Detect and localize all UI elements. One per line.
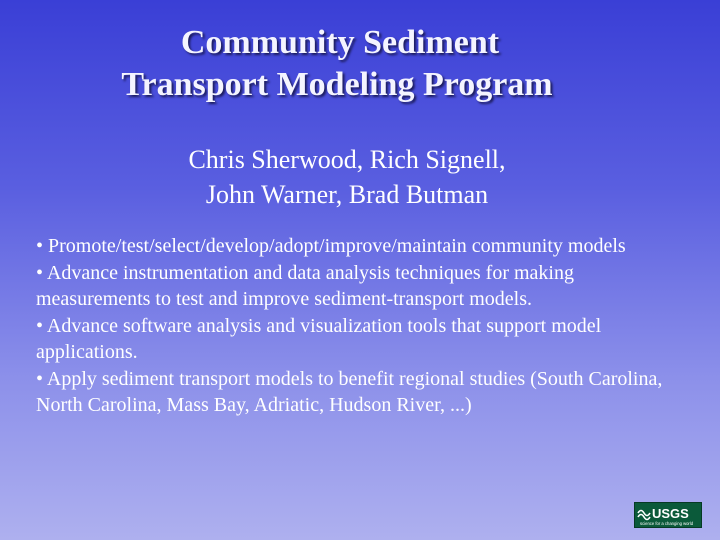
slide-title <box>0 22 720 106</box>
author-line-2: John Warner, Brad Butman <box>205 180 489 209</box>
bullet-item: • Advance instrumentation and data analysis techniques for making measurements to test and improve sediment-transport models. <box>36 261 574 310</box>
usgs-logo-tagline: science for a changing world <box>640 521 694 526</box>
usgs-logo-text: USGS <box>652 506 689 521</box>
author-list <box>0 142 694 212</box>
title-line-2: Transport Modeling Program <box>121 66 553 103</box>
bullet-list <box>36 233 686 419</box>
title-line-1: Community Sediment <box>180 24 500 61</box>
bullet-item: • Apply sediment transport models to benefit regional studies (South Carolina, North Carolina, Mass Bay, Adriatic, Hudson River, ...) <box>36 367 663 416</box>
usgs-logo <box>634 502 702 528</box>
bullet-item: • Advance software analysis and visualization tools that support model applications. <box>36 314 602 363</box>
usgs-logo-icon <box>635 503 701 527</box>
bullet-item: • Promote/test/select/develop/adopt/improve/maintain community models <box>36 235 626 257</box>
author-line-1: Chris Sherwood, Rich Signell, <box>188 145 506 174</box>
